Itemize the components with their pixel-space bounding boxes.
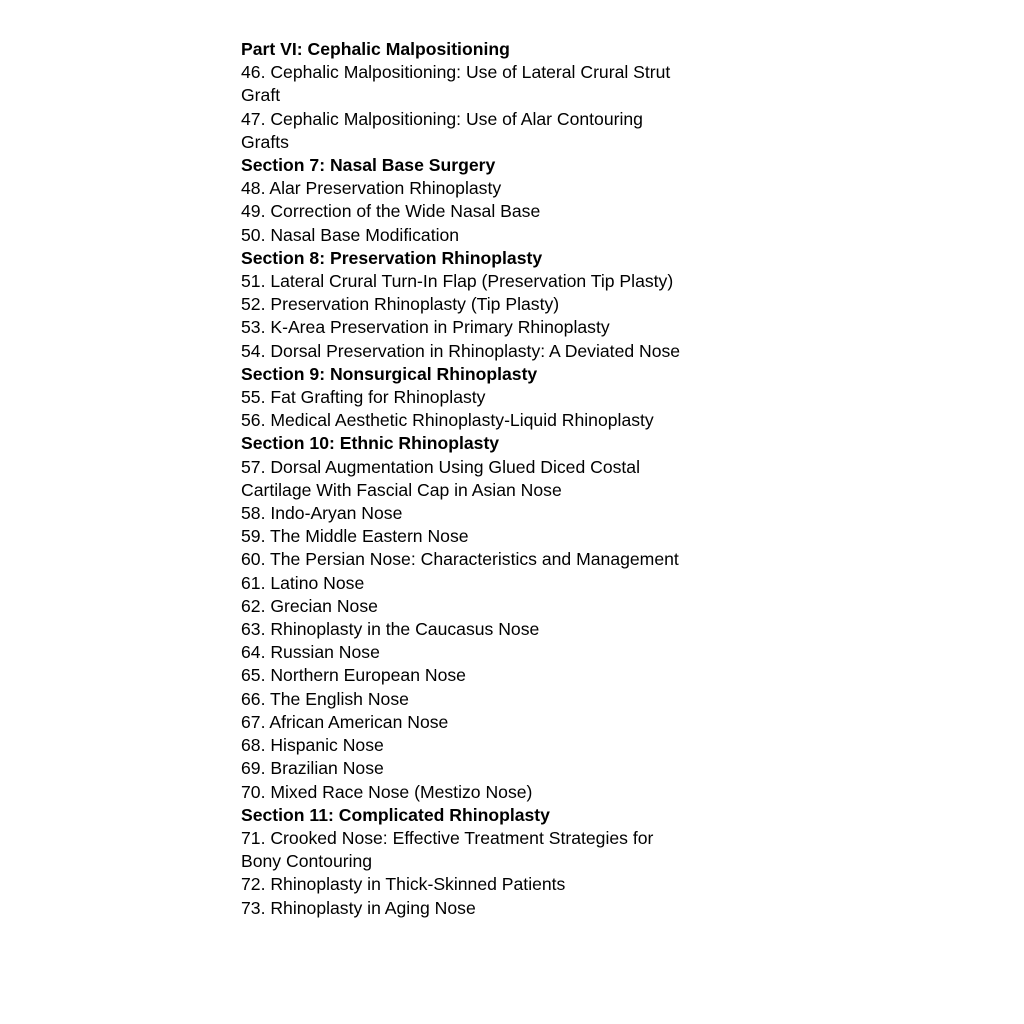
chapter-entry: 65. Northern European Nose [241,665,466,686]
section-heading: Section 11: Complicated Rhinoplasty [241,804,550,825]
section-heading: Section 7: Nasal Base Surgery [241,155,496,176]
chapter-entry: 55. Fat Grafting for Rhinoplasty [241,387,486,408]
chapter-entry: 60. The Persian Nose: Characteristics and Management [241,549,679,570]
chapter-entry: 61. Latino Nose [241,572,365,593]
chapter-entry: 58. Indo-Aryan Nose [241,503,403,524]
chapter-entry: 51. Lateral Crural Turn-In Flap (Preservation Tip Plasty) [241,271,674,292]
chapter-entry: 48. Alar Preservation Rhinoplasty [241,178,502,199]
chapter-entry: 64. Russian Nose [241,642,380,663]
chapter-entry: 49. Correction of the Wide Nasal Base [241,201,541,222]
chapter-entry: 46. Cephalic Malpositioning: Use of Lateral Crural Strut Graft [241,62,671,106]
chapter-entry: 71. Crooked Nose: Effective Treatment Strategies for Bony Contouring [241,827,654,872]
chapter-entry: 54. Dorsal Preservation in Rhinoplasty: A Deviated Nose [241,340,681,361]
section-heading: Section 10: Ethnic Rhinoplasty [241,433,500,454]
chapter-entry: 63. Rhinoplasty in the Caucasus Nose [241,619,540,640]
chapter-entry: 57. Dorsal Augmentation Using Glued Diced Costal Cartilage With Fascial Cap in Asian Nose [241,456,641,500]
chapter-entry: 73. Rhinoplasty in Aging Nose [241,897,476,918]
chapter-entry: 53. K-Area Preservation in Primary Rhinoplasty [241,317,610,338]
chapter-entry: 59. The Middle Eastern Nose [241,526,469,547]
chapter-entry: 67. African American Nose [241,711,449,732]
chapter-entry: 66. The English Nose [241,688,409,709]
section-heading: Section 9: Nonsurgical Rhinoplasty [241,363,538,384]
chapter-entry: 47. Cephalic Malpositioning: Use of Alar Contouring Grafts [241,108,643,152]
chapter-entry: 68. Hispanic Nose [241,735,384,756]
chapter-entry: 50. Nasal Base Modification [241,224,460,245]
chapter-entry: 72. Rhinoplasty in Thick-Skinned Patients [241,874,566,895]
chapter-entry: 62. Grecian Nose [241,595,378,616]
chapter-entry: 56. Medical Aesthetic Rhinoplasty-Liquid Rhinoplasty [241,410,654,431]
chapter-entry: 69. Brazilian Nose [241,758,384,779]
section-heading: Part VI: Cephalic Malpositioning [241,39,510,59]
section-heading: Section 8: Preservation Rhinoplasty [241,247,543,268]
chapter-entry: 52. Preservation Rhinoplasty (Tip Plasty) [241,294,560,315]
table-of-contents [241,38,687,920]
chapter-entry: 70. Mixed Race Nose (Mestizo Nose) [241,781,533,802]
